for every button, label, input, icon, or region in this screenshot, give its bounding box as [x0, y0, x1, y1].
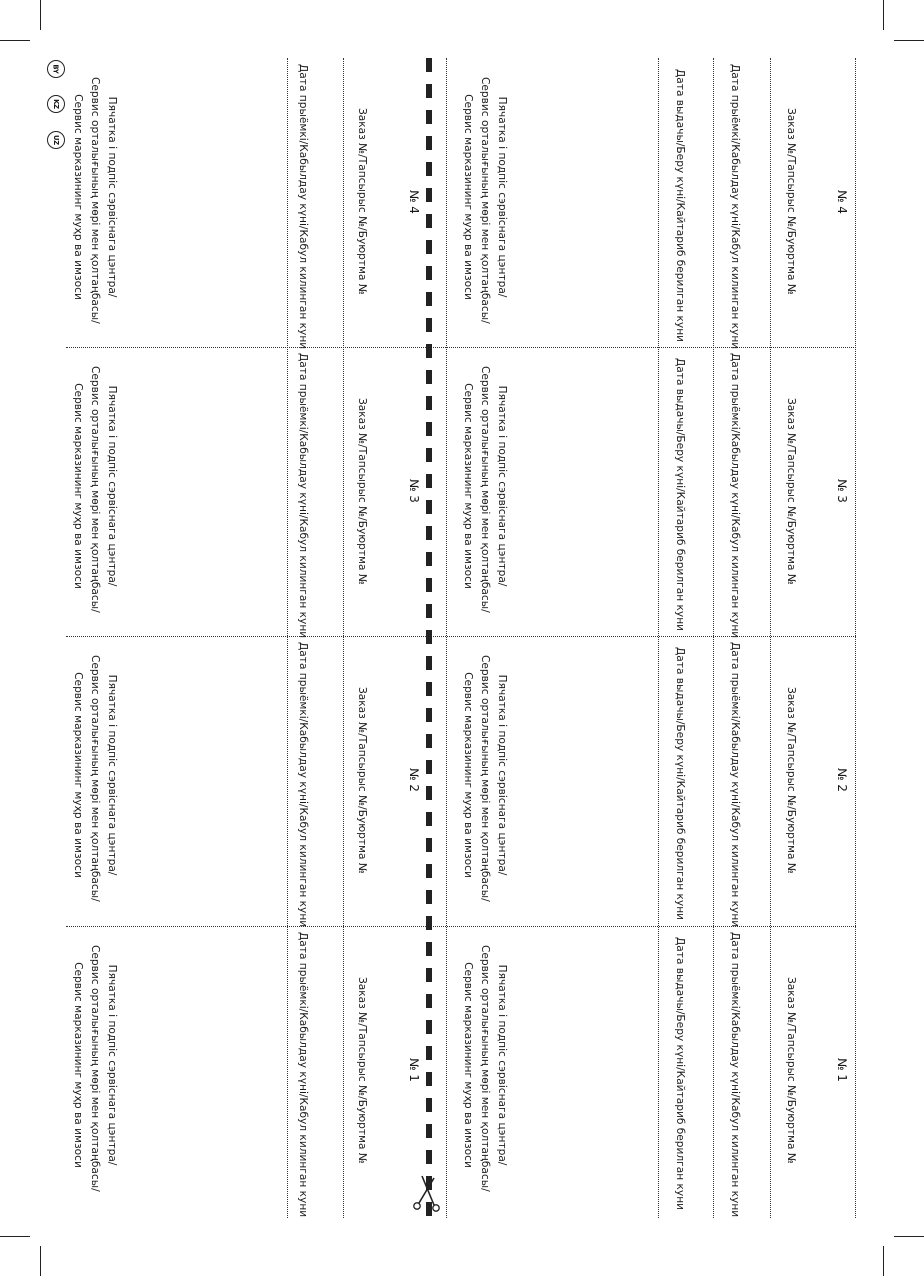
column-divider-3: [713, 58, 714, 1218]
coupon-4-stub-date-received-label: Дата прыёмкі/Кабылдау күні/Кабул килинган куни: [297, 64, 309, 350]
coupon-1-service-stamp-lower: Пячатка і подпіс сэрвіснага цэнтра/ Сервис орталығының мөрі мен қолтаңбасы/ Сервис марказининг муҳр ва имзоси: [72, 945, 118, 1192]
crop-mark-top-right-h: [894, 40, 924, 41]
coupon-4-stub-order-label: Заказ №/Тапсырыс №/Буюртма №: [356, 108, 368, 295]
coupon-2-date-issued-label: Дата выдачы/Беру күні/Кайтариб берилган куни: [674, 647, 686, 921]
coupon-2-service-stamp-upper: Пячатка і подпіс сэрвіснага цэнтра/ Сервис орталығының мөрі мен қолтаңбасы/ Сервис марказининг муҳр ва имзоси: [462, 655, 508, 902]
coupon-1-date-received-label: Дата прыёмкі/Кабылдау күні/Кабул килинган куни: [729, 932, 741, 1218]
coupon-3-order-number-label: Заказ №/Тапсырыс №/Буюртма №: [785, 398, 797, 585]
coupon-3-service-stamp-lower: Пячатка і подпіс сэрвіснага цэнтра/ Сервис орталығының мөрі мен қолтаңбасы/ Сервис марказининг муҳр ва имзоси: [72, 366, 118, 613]
coupon-4-service-stamp-upper: Пячатка і подпіс сэрвіснага цэнтра/ Сервис орталығының мөрі мен қолтаңбасы/ Сервис марказининг муҳр ва имзоси: [462, 77, 508, 324]
crop-mark-bottom-right-h: [894, 1236, 924, 1237]
coupon-2-stub-number: № 2: [407, 768, 421, 792]
language-badge-by: BY: [47, 60, 65, 78]
coupon-4-service-stamp-lower: Пячатка і подпіс сэрвіснага цэнтра/ Сервис орталығының мөрі мен қолтаңбасы/ Сервис марказининг муҳр ва имзоси: [72, 77, 118, 324]
crop-mark-bottom-left-h: [0, 1236, 30, 1237]
coupon-1-stub-number: № 1: [407, 1058, 421, 1082]
coupon-2-service-stamp-lower: Пячатка і подпіс сэрвіснага цэнтра/ Сервис орталығының мөрі мен қолтаңбасы/ Сервис марказининг муҳр ва имзоси: [72, 655, 118, 902]
coupon-4-stub-number: № 4: [407, 190, 421, 214]
coupon-1-service-stamp-upper: Пячатка і подпіс сэрвіснага цэнтра/ Сервис орталығының мөрі мен қолтаңбасы/ Сервис марказининг муҳр ва имзоси: [462, 945, 508, 1192]
coupon-3-stub-order-label: Заказ №/Тапсырыс №/Буюртма №: [356, 398, 368, 585]
coupon-2-number: № 2: [835, 768, 849, 792]
coupon-2-stub-order-label: Заказ №/Тапсырыс №/Буюртма №: [356, 687, 368, 874]
column-divider-2: [770, 58, 771, 1218]
coupon-4-date-received-label: Дата прыёмкі/Кабылдау күні/Кабул килинган куни: [729, 64, 741, 350]
column-divider-4: [658, 58, 659, 1218]
coupon-2-date-received-label: Дата прыёмкі/Кабылдау күні/Кабул килинган куни: [729, 642, 741, 928]
coupon-3-stub-number: № 3: [407, 479, 421, 503]
coupon-3-number: № 3: [835, 479, 849, 503]
crop-mark-top-left-v: [40, 0, 41, 30]
coupon-1-order-number-label: Заказ №/Тапсырыс №/Буюртма №: [785, 977, 797, 1164]
coupon-4-date-issued-label: Дата выдачы/Беру күні/Кайтариб берилган куни: [674, 69, 686, 343]
coupon-2-stub-date-received-label: Дата прыёмкі/Кабылдау күні/Кабул килинган куни: [297, 642, 309, 928]
crop-mark-top-right-v: [883, 0, 884, 30]
coupon-4-order-number-label: Заказ №/Тапсырыс №/Буюртма №: [785, 108, 797, 295]
crop-mark-bottom-left-v: [40, 1246, 41, 1276]
language-badge-uz: UZ: [47, 131, 65, 149]
coupon-3-date-issued-label: Дата выдачы/Беру күні/Кайтариб берилган куни: [674, 358, 686, 632]
coupon-4-number: № 4: [835, 190, 849, 214]
cut-line: [426, 58, 432, 1218]
scissors-icon: [412, 1172, 446, 1212]
column-divider-1: [855, 58, 856, 1218]
coupon-2-order-number-label: Заказ №/Тапсырыс №/Буюртма №: [785, 687, 797, 874]
crop-mark-bottom-right-v: [883, 1246, 884, 1276]
crop-mark-top-left-h: [0, 40, 30, 41]
coupon-3-service-stamp-upper: Пячатка і подпіс сэрвіснага цэнтра/ Сервис орталығының мөрі мен қолтаңбасы/ Сервис марказининг муҳр ва имзоси: [462, 366, 508, 613]
coupon-3-date-received-label: Дата прыёмкі/Кабылдау күні/Кабул килинган куни: [729, 353, 741, 639]
column-divider-6: [343, 58, 344, 1218]
coupon-1-stub-date-received-label: Дата прыёмкі/Кабылдау күні/Кабул килинган куни: [297, 932, 309, 1218]
language-badge-kz: KZ: [47, 95, 65, 113]
column-divider-5: [446, 58, 447, 1218]
coupon-1-number: № 1: [835, 1058, 849, 1082]
coupon-1-date-issued-label: Дата выдачы/Беру күні/Кайтариб берилган куни: [674, 937, 686, 1211]
coupon-3-stub-date-received-label: Дата прыёмкі/Кабылдау күні/Кабул килинган куни: [297, 353, 309, 639]
coupon-1-stub-order-label: Заказ №/Тапсырыс №/Буюртма №: [356, 977, 368, 1164]
column-divider-7: [287, 58, 288, 1218]
